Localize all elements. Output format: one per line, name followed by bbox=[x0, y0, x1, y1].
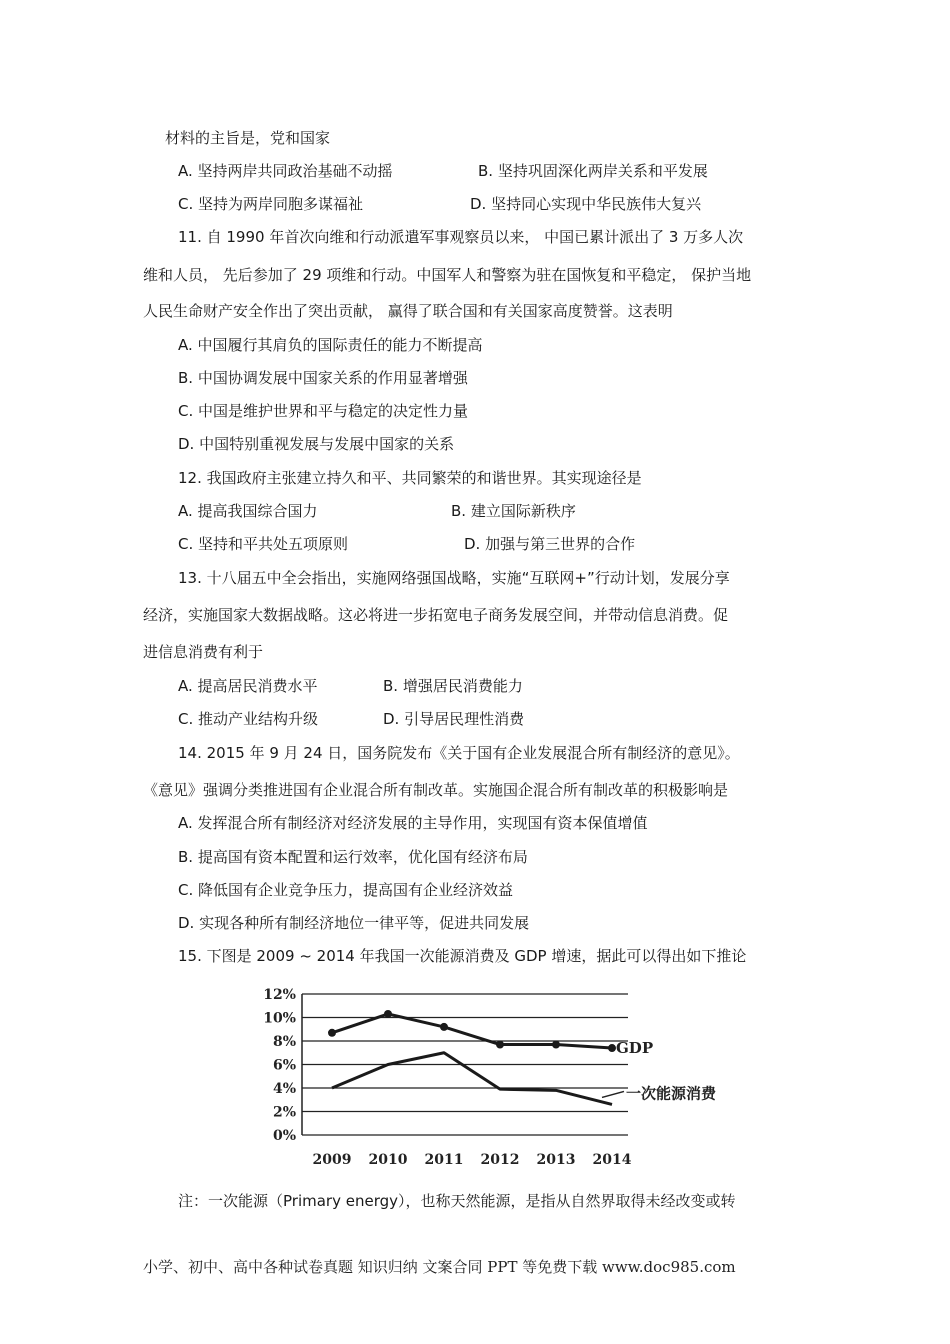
q13-option-b: B. 增强居民消费能力 bbox=[383, 677, 523, 695]
x-tick-label: 2012 bbox=[480, 1152, 520, 1168]
q10-option-d: D. 坚持同心实现中华民族伟大复兴 bbox=[470, 195, 702, 213]
x-tick-label: 2010 bbox=[368, 1152, 408, 1168]
gdp-point bbox=[384, 1010, 392, 1018]
q12-line: 12. 我国政府主张建立持久和平、共同繁荣的和谐世界。其实现途径是 bbox=[178, 469, 642, 487]
gdp-point bbox=[440, 1023, 448, 1031]
energy-label: 一次能源消费 bbox=[626, 1084, 717, 1103]
q10-option-b: B. 坚持巩固深化两岸关系和平发展 bbox=[478, 162, 708, 180]
q15-line: 15. 下图是 2009 ~ 2014 年我国一次能源消费及 GDP 增速，据此可以得出如下推论 bbox=[178, 947, 747, 965]
x-tick-label: 2014 bbox=[592, 1152, 632, 1168]
q13-option-d: D. 引导居民理性消费 bbox=[383, 710, 525, 728]
q10-option-c: C. 坚持为两岸同胞多谋福祉 bbox=[178, 195, 364, 213]
gdp-point bbox=[328, 1029, 336, 1037]
growth-chart bbox=[250, 980, 750, 1175]
q12-option-b: B. 建立国际新秩序 bbox=[451, 502, 576, 520]
q10-option-a: A. 坚持两岸共同政治基础不动摇 bbox=[178, 162, 393, 180]
q14-line-1: 14. 2015 年 9 月 24 日，国务院发布《关于国有企业发展混合所有制经济的意见》。 bbox=[178, 744, 740, 762]
q14-option-b: B. 提高国有资本配置和运行效率，优化国有经济布局 bbox=[178, 848, 528, 866]
x-tick-label: 2011 bbox=[424, 1152, 464, 1168]
q10-stem-tail: 材料的主旨是，党和国家 bbox=[165, 129, 331, 147]
y-tick-label: 8% bbox=[272, 1034, 296, 1050]
gdp-point bbox=[496, 1041, 504, 1049]
growth-chart-svg bbox=[250, 980, 750, 1175]
gdp-series-line bbox=[332, 1014, 612, 1048]
q13-line-2: 经济，实施国家大数据战略。这必将进一步拓宽电子商务发展空间，并带动信息消费。促 bbox=[143, 606, 729, 624]
q13-line-3: 进信息消费有利于 bbox=[143, 643, 264, 661]
q14-option-c: C. 降低国有企业竞争压力，提高国有企业经济效益 bbox=[178, 881, 514, 899]
energy-label-leader bbox=[602, 1091, 624, 1097]
q11-line-3: 人民生命财产安全作出了突出贡献， 赢得了联合国和有关国家高度赞誉。这表明 bbox=[143, 302, 673, 320]
gdp-point bbox=[552, 1041, 560, 1049]
q14-option-d: D. 实现各种所有制经济地位一律平等，促进共同发展 bbox=[178, 914, 530, 932]
y-tick-label: 10% bbox=[263, 1010, 296, 1027]
y-tick-label: 0% bbox=[272, 1128, 296, 1144]
energy-series-line bbox=[332, 1053, 612, 1105]
gdp-label: GDP bbox=[616, 1039, 654, 1058]
q14-line-2: 《意见》强调分类推进国有企业混合所有制改革。实施国企混合所有制改革的积极影响是 bbox=[143, 781, 729, 799]
q11-option-b: B. 中国协调发展中国家关系的作用显著增强 bbox=[178, 369, 468, 387]
q11-option-c: C. 中国是维护世界和平与稳定的决定性力量 bbox=[178, 402, 469, 420]
note-text: 注：一次能源（Primary energy），也称天然能源，是指从自然界取得未经改变或转 bbox=[178, 1192, 736, 1210]
q13-line-1: 13. 十八届五中全会指出，实施网络强国战略，实施“互联网+”行动计划，发展分享 bbox=[178, 569, 730, 587]
gdp-point bbox=[608, 1044, 616, 1052]
x-tick-label: 2013 bbox=[536, 1152, 576, 1168]
q11-option-a: A. 中国履行其肩负的国际责任的能力不断提高 bbox=[178, 336, 483, 354]
y-tick-label: 6% bbox=[272, 1057, 296, 1074]
y-tick-label: 12% bbox=[263, 987, 296, 1003]
x-tick-label: 2009 bbox=[312, 1152, 352, 1168]
page-footer: 小学、初中、高中各种试卷真题 知识归纳 文案合同 PPT 等免费下载 www.doc985.com bbox=[143, 1258, 736, 1276]
q11-line-1: 11. 自 1990 年首次向维和行动派遣军事观察员以来， 中国已累计派出了 3 万多人次 bbox=[178, 228, 744, 246]
q12-option-a: A. 提高我国综合国力 bbox=[178, 502, 318, 520]
q12-option-c: C. 坚持和平共处五项原则 bbox=[178, 535, 349, 553]
y-tick-label: 2% bbox=[272, 1104, 296, 1121]
q11-line-2: 维和人员， 先后参加了 29 项维和行动。中国军人和警察为驻在国恢复和平稳定， 保护当地 bbox=[143, 266, 752, 284]
q12-option-d: D. 加强与第三世界的合作 bbox=[464, 535, 636, 553]
q11-option-d: D. 中国特别重视发展与发展中国家的关系 bbox=[178, 435, 455, 453]
q13-option-c: C. 推动产业结构升级 bbox=[178, 710, 319, 728]
q13-option-a: A. 提高居民消费水平 bbox=[178, 677, 318, 695]
y-tick-label: 4% bbox=[272, 1081, 296, 1097]
q14-option-a: A. 发挥混合所有制经济对经济发展的主导作用，实现国有资本保值增值 bbox=[178, 814, 648, 832]
